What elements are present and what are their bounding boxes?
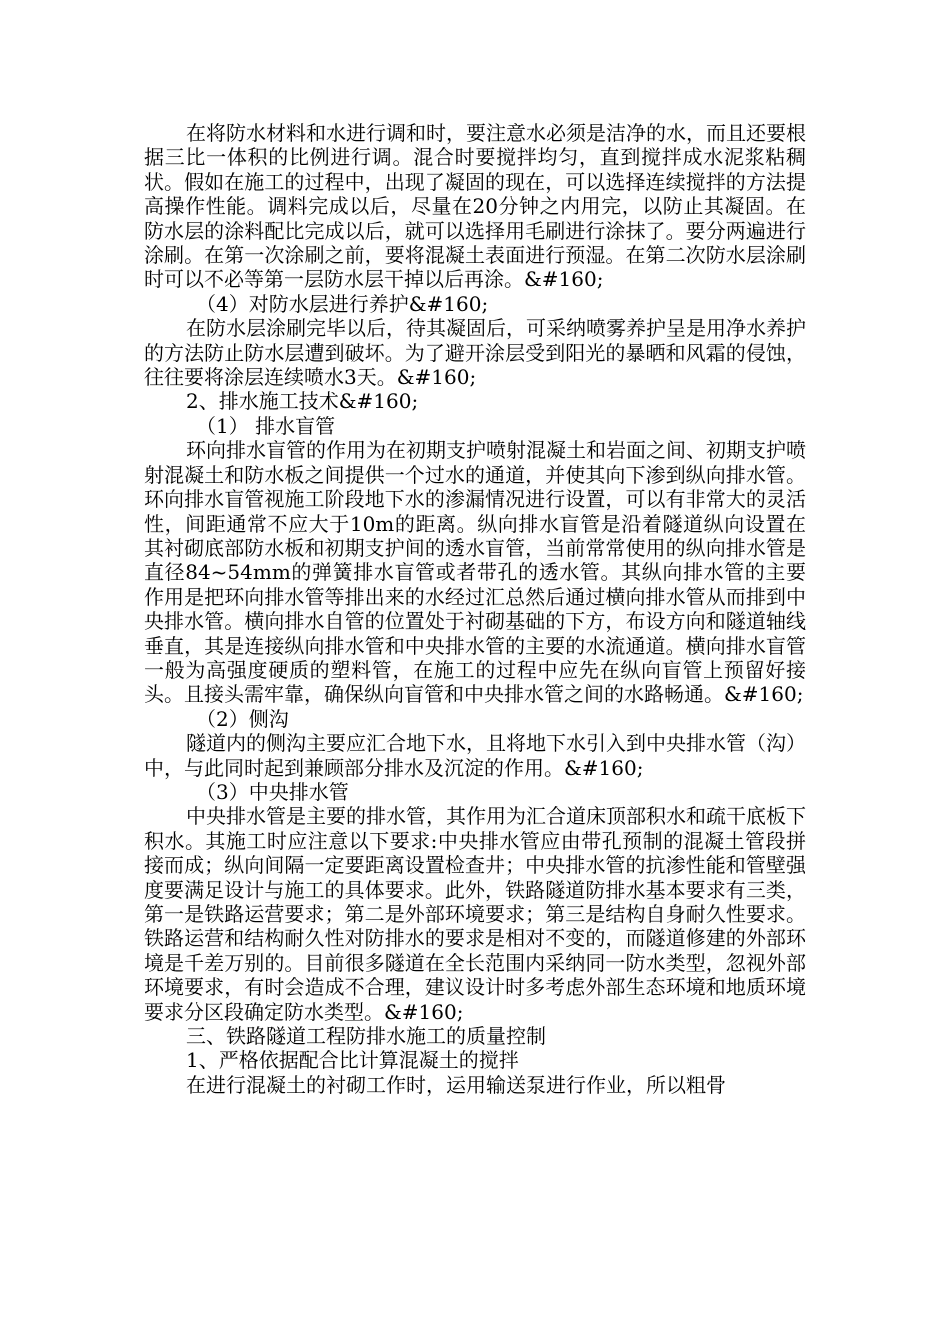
heading-mix-ratio: 1、严格依据配合比计算混凝土的搅拌: [186, 1048, 519, 1073]
subheading-blind-pipe: （1） 排水盲管: [196, 413, 336, 438]
paragraph-central-drain: 中央排水管是主要的排水管，其作用为汇合道床顶部积水和疏干底板下积水。其施工时应注意以下要求:中央排水管应由带孔预制的混凝土管段拼接而成；纵向间隔一定要距离设置检查井；中央排水管的抗渗性能和管壁强度要满足设计与施工的具体要求。此外，铁路隧道防排水基本要求有三类，第一是铁路运营要求；第二是外部环境要求；第三是结构自身耐久性要求。铁路运营和结构耐久性对防排水的要求是相对不变的，而隧道修建的外部环境是千差万别的。目前很多隧道在全长范围内采纳同一防水类型，忽视外部环境要求，有时会造成不合理，建议设计时多考虑外部生态环境和地质环境要求分区段确定防水类型。&#160;: [144, 804, 806, 1024]
subheading-curing: （4）对防水层进行养护&#160;: [196, 291, 489, 316]
document-page: [144, 121, 806, 1097]
heading-drainage-technique: 2、排水施工技术&#160;: [186, 389, 419, 414]
subheading-central-drain: （3）中央排水管: [196, 779, 349, 804]
paragraph-curing: 在防水层涂刷完毕以后，待其凝固后，可采纳喷雾养护呈是用净水养护的方法防止防水层遭到破坏。为了避开涂层受到阳光的暴晒和风霜的侵蚀，往往要将涂层连续喷水3天。&#160;: [144, 316, 806, 390]
paragraph-lining: 在进行混凝土的衬砌工作时，运用输送泵进行作业，所以粗骨: [186, 1072, 726, 1097]
subheading-side-ditch: （2）侧沟: [196, 706, 289, 731]
paragraph-blind-pipe: 环向排水盲管的作用为在初期支护喷射混凝土和岩面之间、初期支护喷射混凝土和防水板之间提供一个过水的通道，并使其向下渗到纵向排水管。环向排水盲管视施工阶段地下水的渗漏情况进行设置，可以有非常大的灵活性，间距通常不应大于10m的距离。纵向排水盲管是沿着隧道纵向设置在其衬砌底部防水板和初期支护间的透水盲管，当前常常使用的纵向排水管是直径84~54mm的弹簧排水盲管或者带孔的透水管。其纵向排水管的主要作用是把环向排水管等排出来的水经过汇总然后通过横向排水管从而排到中央排水管。横向排水自管的位置处于衬砌基础的下方，布设方向和隧道轴线垂直，其是连接纵向排水管和中央排水管的主要的水流通道。横向排水盲管一般为高强度硬质的塑料管，在施工的过程中应先在纵向盲管上预留好接头。且接头需牢靠，确保纵向盲管和中央排水管之间的水路畅通。&#160;: [144, 438, 806, 707]
paragraph-mixing: 在将防水材料和水进行调和时，要注意水必须是洁净的水，而且还要根据三比一体积的比例进行调。混合时要搅拌均匀，直到搅拌成水泥浆粘稠状。假如在施工的过程中，出现了凝固的现在，可以选择连续搅拌的方法提高操作性能。调料完成以后，尽量在20分钟之内用完，以防止其凝固。在防水层的涂料配比完成以后，就可以选择用毛刷进行涂抹了。要分两遍进行涂刷。在第一次涂刷之前，要将混凝土表面进行预湿。在第二次防水层涂刷时可以不必等第一层防水层干掉以后再涂。&#160;: [144, 121, 806, 292]
paragraph-side-ditch: 隧道内的侧沟主要应汇合地下水，且将地下水引入到中央排水管（沟）中，与此同时起到兼顾部分排水及沉淀的作用。&#160;: [144, 731, 806, 780]
heading-quality-control: 三、铁路隧道工程防排水施工的质量控制: [186, 1024, 546, 1049]
